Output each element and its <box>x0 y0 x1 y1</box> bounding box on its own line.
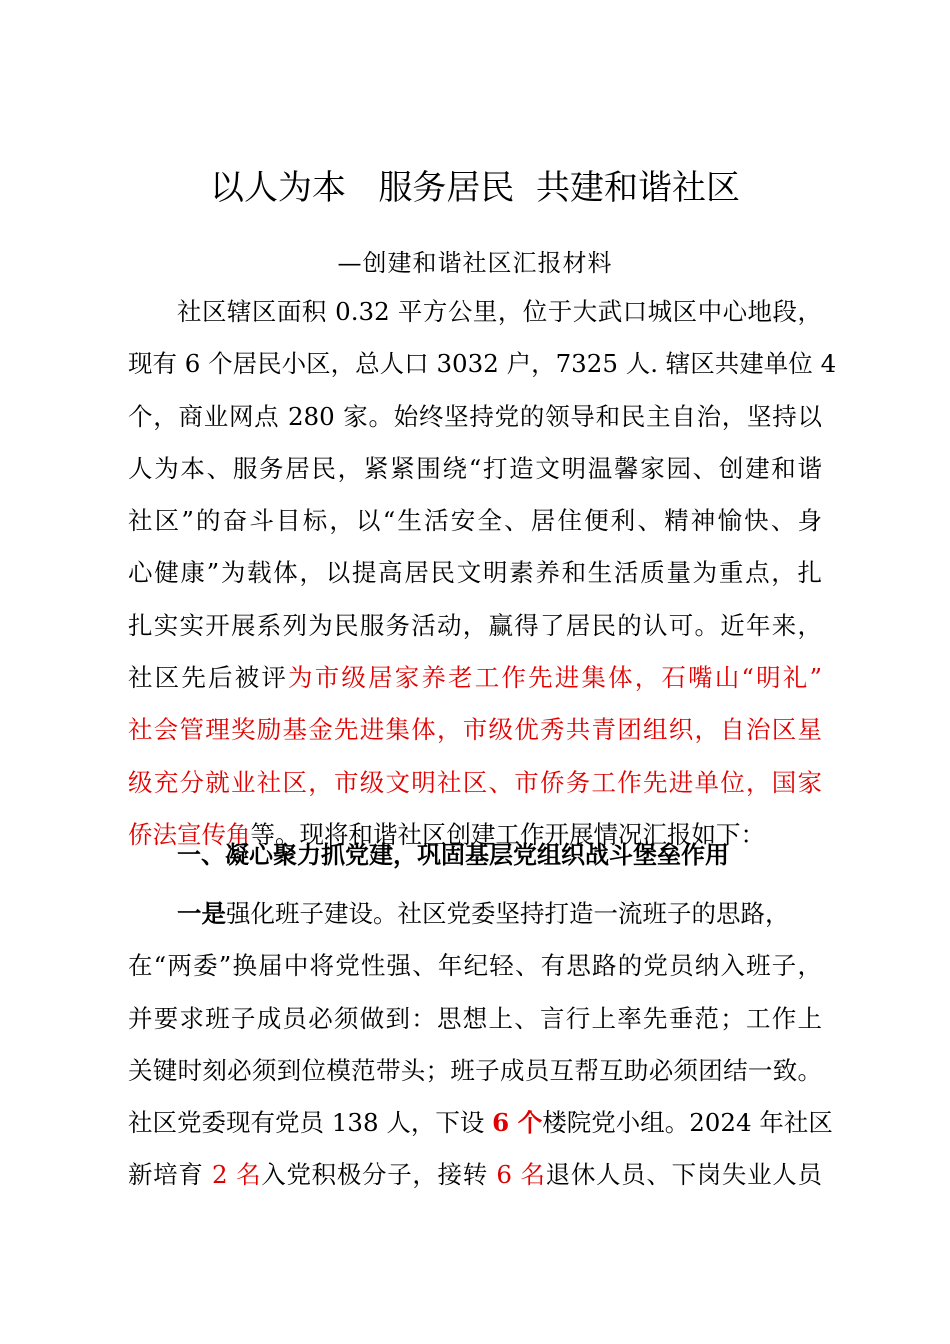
paragraph-line <box>128 652 822 704</box>
paragraph-line: 并要求班子成员必须做到：思想上、言行上率先垂范；工作上 <box>128 1003 822 1033</box>
paragraph-text: 楼院党小组。2024 年社区 <box>542 1108 833 1138</box>
document-subtitle: —创建和谐社区汇报材料 <box>337 249 613 277</box>
number-highlight: 2 名 <box>212 1160 262 1190</box>
paragraph-line: 现有 6 个居民小区，总人口 3032 户，7325 人. 辖区共建单位 4 <box>128 349 837 379</box>
paragraph-line <box>128 1097 833 1149</box>
honor-highlight: 为市级居家养老工作先进集体，石嘴山“明礼” <box>288 663 822 693</box>
paragraph-line: 扎实实开展系列为民服务活动，赢得了居民的认可。近年来， <box>128 610 822 640</box>
paragraph-line: 社区”的奋斗目标，以“生活安全、居住便利、精神愉快、身 <box>128 506 822 536</box>
paragraph-line: 个，商业网点 280 家。始终坚持党的领导和民主自治，坚持以 <box>128 401 822 431</box>
paragraph-text: 等。现将和谐社区创建工作开展情况汇报如下： <box>250 819 765 849</box>
honor-highlight: 社会管理奖励基金先进集体，市级优秀共青团组织，自治区星 <box>128 715 822 745</box>
point-label: 一是 <box>177 899 226 928</box>
number-highlight: 6 名 <box>496 1160 546 1190</box>
paragraph-text: 新培育 <box>128 1160 213 1190</box>
intro-paragraph <box>128 286 837 861</box>
honor-highlight: 侨法宣传角 <box>128 819 251 849</box>
section-paragraph <box>128 888 833 1202</box>
paragraph-text: 社区先后被评 <box>128 663 289 693</box>
number-highlight: 6 个 <box>492 1108 543 1138</box>
paragraph-line: 社区辖区面积 0.32 平方公里，位于大武口城区中心地段， <box>177 297 822 326</box>
paragraph-line: 关键时刻必须到位模范带头；班子成员互帮互助必须团结一致。 <box>128 1055 822 1085</box>
paragraph-text: 强化班子建设。社区党委坚持打造一流班子的思路， <box>226 899 790 928</box>
paragraph-text: 退休人员、下岗失业人员 <box>545 1160 822 1190</box>
paragraph-text: 社区党委现有党员 138 人，下设 <box>128 1108 493 1138</box>
paragraph-line: 心健康”为载体，以提高居民文明素养和生活质量为重点，扎 <box>128 558 822 588</box>
paragraph-line: 人为本、服务居民，紧紧围绕“打造文明温馨家园、创建和谐 <box>128 453 822 483</box>
paragraph-text: 入党积极分子，接转 <box>261 1160 497 1190</box>
document-title: 以人为本 服务居民 共建和谐社区 <box>209 168 741 208</box>
paragraph-line: 在“两委”换届中将党性强、年纪轻、有思路的党员纳入班子， <box>128 951 822 981</box>
paragraph-line <box>128 888 822 940</box>
section-heading: 一、凝心聚力抓党建，巩固基层党组织战斗堡垒作用 <box>177 841 729 869</box>
paragraph-line <box>128 1149 822 1201</box>
honor-highlight: 级充分就业社区，市级文明社区、市侨务工作先进单位，国家 <box>128 767 822 797</box>
